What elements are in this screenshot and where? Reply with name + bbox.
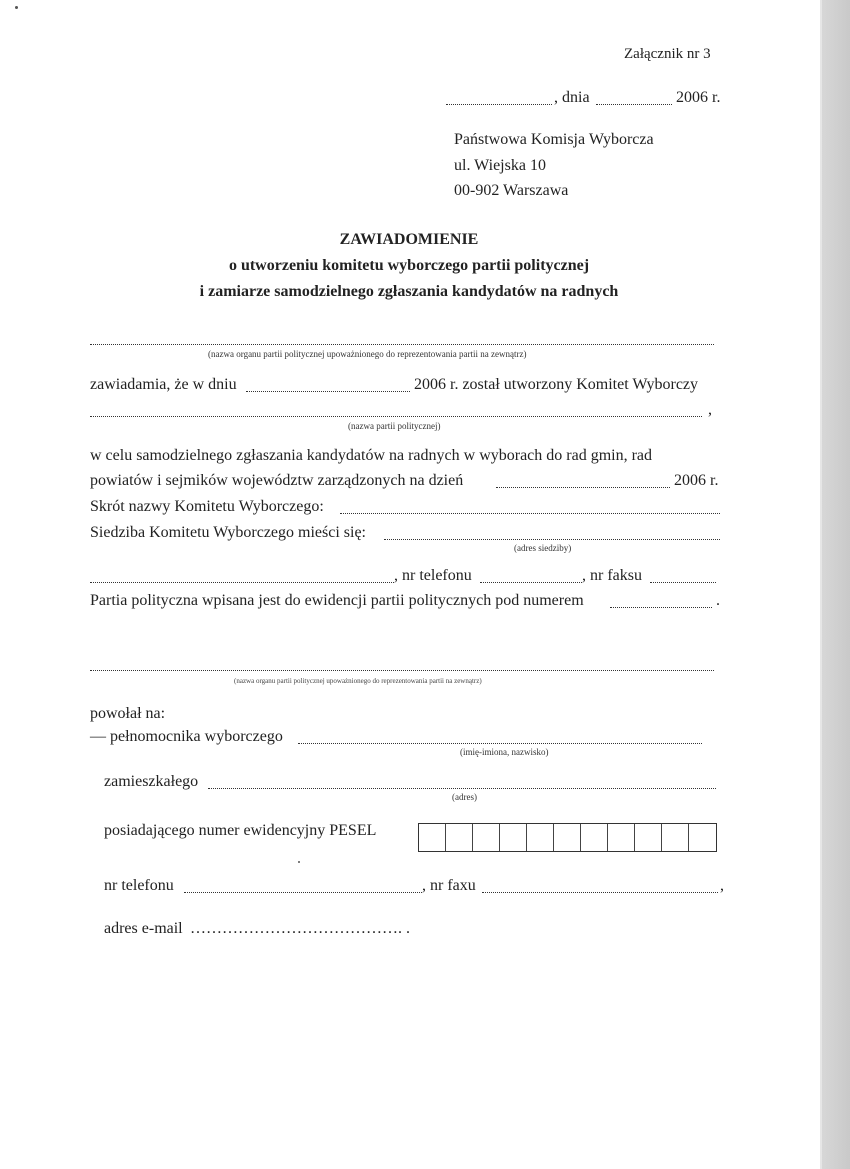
party-name-hint: (nazwa partii politycznej): [348, 421, 441, 431]
email-field: …………………………………. .: [190, 920, 410, 937]
organ2-name-hint: (nazwa organu partii politycznej upoważnionego do reprezentowania partii na zewnątrz): [234, 677, 482, 685]
purpose-line-1: w celu samodzielnego zgłaszania kandydatów na radnych w wyborach do rad gmin, rad: [90, 447, 653, 464]
fax-label: , nr faksu: [582, 567, 642, 584]
place-field: [446, 104, 552, 105]
pesel-digit-box[interactable]: [473, 824, 500, 851]
date-year: 2006 r.: [676, 89, 721, 106]
registry-number-field: [610, 607, 712, 608]
recipient-name: Państwowa Komisja Wyborcza: [454, 131, 654, 148]
seat-hint: (adres siedziby): [514, 543, 572, 553]
seat-field: [384, 539, 720, 540]
email-label: adres e-mail: [104, 920, 183, 937]
date-field: [596, 104, 672, 105]
registry-end: .: [716, 592, 720, 609]
pesel-label: posiadającego numer ewidencyjny PESEL: [104, 822, 377, 839]
scan-edge-line: [820, 0, 822, 1169]
purpose-line-2: powiatów i sejmików województw zarządzonych na dzień: [90, 472, 464, 489]
creation-date-field: [246, 391, 410, 392]
proxy-name-hint: (imię-imiona, nazwisko): [460, 747, 549, 757]
pesel-digit-box[interactable]: [554, 824, 581, 851]
doc-subtitle-1: o utworzeniu komitetu wyborczego partii politycznej: [228, 257, 590, 274]
pesel-digit-box[interactable]: [581, 824, 608, 851]
short-name-field: [340, 513, 720, 514]
proxy-label: — pełnomocnika wyborczego: [90, 728, 283, 745]
pesel-digit-box[interactable]: [635, 824, 662, 851]
election-date-field: [496, 487, 670, 488]
party-name-comma: ,: [708, 401, 712, 418]
organ2-name-field: [90, 670, 714, 671]
seat-label: Siedziba Komitetu Wyborczego mieści się:: [90, 524, 366, 541]
pesel-digit-box[interactable]: [662, 824, 689, 851]
pesel-digit-box[interactable]: [608, 824, 635, 851]
purpose-year: 2006 r.: [674, 472, 719, 489]
proxy-phone-label: nr telefonu: [104, 877, 174, 894]
proxy-name-field: [298, 743, 702, 744]
proxy-fax-end: ,: [720, 877, 724, 894]
scan-speck: [298, 861, 300, 863]
organ-name-hint: (nazwa organu partii politycznej upoważnionego do reprezentowania partii na zewnątrz): [208, 349, 527, 359]
proxy-fax-label: , nr faxu: [422, 877, 476, 894]
recipient-street: ul. Wiejska 10: [454, 157, 546, 174]
fax-field: [650, 582, 716, 583]
pesel-digit-box[interactable]: [419, 824, 446, 851]
date-separator: , dnia: [554, 89, 590, 106]
doc-title: ZAWIADOMIENIE: [339, 231, 479, 248]
organ-name-field: [90, 344, 714, 345]
residing-label: zamieszkałego: [104, 773, 199, 790]
recipient-city: 00-902 Warszawa: [454, 182, 569, 199]
registry-label: Partia polityczna wpisana jest do ewidencji partii politycznych pod numerem: [90, 592, 584, 609]
short-name-label: Skrót nazwy Komitetu Wyborczego:: [90, 498, 324, 515]
pesel-digit-box[interactable]: [689, 824, 716, 851]
scan-speck: [15, 6, 18, 9]
pesel-digit-box[interactable]: [500, 824, 527, 851]
residing-hint: (adres): [452, 792, 477, 802]
phone-field: [480, 582, 582, 583]
attachment-label: Załącznik nr 3: [624, 46, 711, 62]
proxy-phone-field: [184, 892, 422, 893]
pesel-boxes[interactable]: [418, 823, 717, 852]
appointed-label: powołał na:: [90, 705, 166, 722]
doc-subtitle-2: i zamiarze samodzielnego zgłaszania kandydatów na radnych: [199, 283, 619, 300]
pesel-digit-box[interactable]: [527, 824, 554, 851]
notifies-suffix: 2006 r. został utworzony Komitet Wyborczy: [414, 376, 699, 393]
party-name-field: [90, 416, 702, 417]
phone-label: , nr telefonu: [394, 567, 472, 584]
pesel-digit-box[interactable]: [446, 824, 473, 851]
seat-address-field: [90, 582, 394, 583]
scan-edge: [822, 0, 850, 1169]
proxy-fax-field: [482, 892, 718, 893]
notifies-prefix: zawiadamia, że w dniu: [90, 376, 237, 393]
residing-field: [208, 788, 716, 789]
